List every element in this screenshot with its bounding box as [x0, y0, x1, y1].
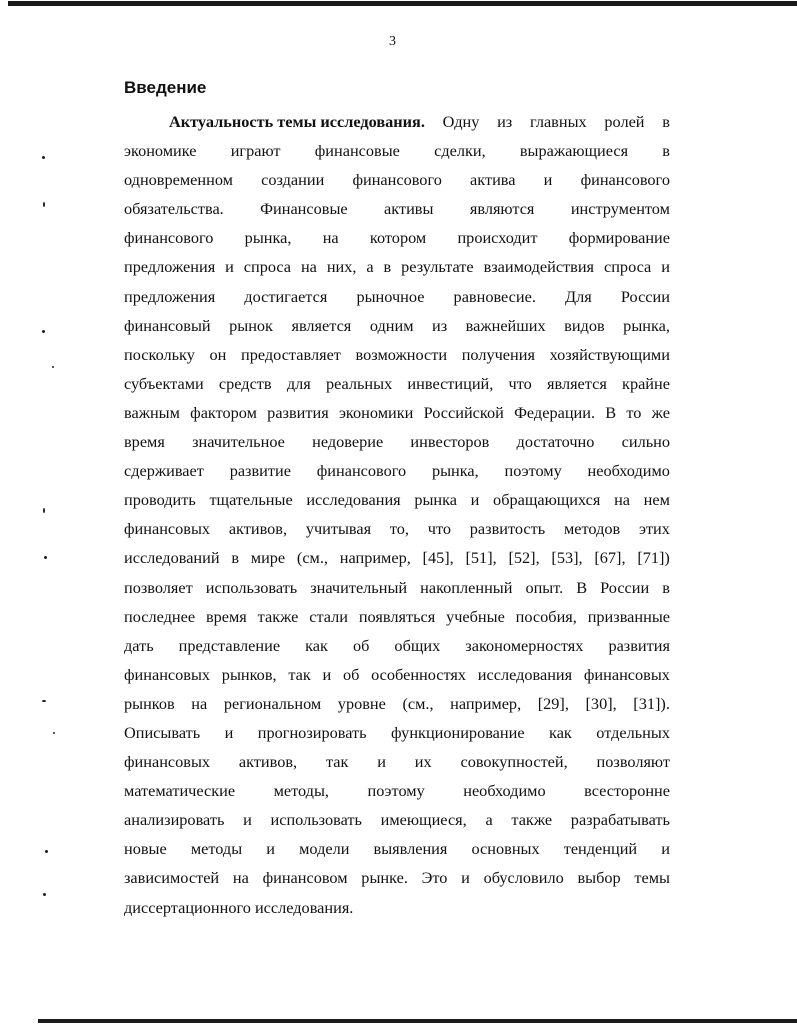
text-line [124, 718, 670, 747]
word: и [543, 170, 553, 190]
word: экономики [338, 402, 414, 422]
text-line [124, 573, 670, 602]
word: ролей [604, 112, 645, 131]
word: инвесторов [410, 432, 490, 452]
word: являются [469, 199, 535, 219]
word: развития [267, 402, 329, 422]
word: предложения [124, 257, 216, 277]
word: и [225, 257, 234, 277]
word: методов [563, 519, 621, 539]
text-line [124, 311, 670, 340]
word: реальных [325, 373, 393, 393]
word: накопленный [420, 577, 513, 597]
word: [67], [594, 548, 626, 568]
word: время [124, 432, 165, 452]
word: тенденций [563, 839, 638, 859]
word: субъектами [124, 373, 204, 393]
word: на [322, 228, 339, 248]
word: финансового [316, 461, 407, 481]
text-line [124, 340, 670, 369]
word: анализировать [124, 810, 225, 830]
word: и [461, 868, 470, 888]
word: инвестиций, [407, 373, 494, 393]
word: Описывать [124, 722, 201, 742]
text-line [124, 398, 670, 427]
text-line [124, 456, 670, 485]
word: фактором [190, 402, 257, 422]
word: модели [299, 839, 350, 859]
word: пособия, [515, 606, 577, 626]
scan-speck [52, 366, 54, 368]
word: особенностях [371, 664, 467, 684]
text-line [124, 223, 670, 252]
word: обращающихся [493, 490, 601, 510]
word: закономерностях [465, 635, 584, 655]
word: позволяют [596, 752, 670, 772]
word: (см., [296, 548, 328, 568]
word: на [300, 257, 317, 277]
word: разрабатывать [570, 810, 670, 830]
word: рынка [414, 490, 458, 510]
word: в [662, 577, 670, 597]
text-line [124, 863, 670, 892]
word: финансовый [124, 315, 211, 335]
word: основных [471, 839, 540, 859]
text-line [124, 893, 670, 922]
scan-speck [45, 850, 48, 853]
word: России [620, 286, 670, 306]
word: обязательства. [124, 199, 224, 219]
word: является [546, 373, 607, 393]
word: и [661, 839, 670, 859]
word: рынков, [221, 664, 277, 684]
word: темы [634, 868, 670, 888]
word: развитие [229, 461, 291, 481]
word: использовать [270, 810, 362, 830]
word: (см., [402, 693, 434, 713]
word: региональном [223, 693, 322, 713]
text-line [124, 747, 670, 776]
word: достигается [244, 286, 328, 306]
scan-speck [43, 202, 45, 207]
scan-speck [43, 508, 45, 513]
word: рыночное [356, 286, 425, 306]
word: создании [261, 170, 325, 190]
scan-speck [44, 556, 47, 559]
word: обусловило [483, 868, 564, 888]
word: значительный [310, 577, 408, 597]
word: финансовых [124, 664, 211, 684]
word: одновременном [124, 170, 233, 190]
word: использовать [205, 577, 298, 597]
word: недоверие [312, 432, 384, 452]
word: [30], [585, 693, 617, 713]
scan-speck [53, 732, 55, 734]
text-line [124, 689, 670, 718]
word: что [427, 519, 452, 539]
word: опыт. [525, 577, 564, 597]
section-heading: Введение [124, 78, 207, 97]
word: этих [638, 519, 670, 539]
word: например, [339, 548, 411, 568]
text-line [124, 136, 670, 165]
word: рынка, [431, 461, 479, 481]
word: в [383, 257, 392, 277]
word: рынка, [244, 228, 292, 248]
word: активов, [238, 752, 298, 772]
word: исследования. [254, 897, 354, 917]
word: рынок [229, 315, 273, 335]
word: финансового [124, 228, 214, 248]
word: финансового [352, 170, 442, 190]
word: и [470, 490, 480, 510]
word: спроса [243, 257, 292, 277]
word: развития [608, 635, 670, 655]
word: поэтому [367, 781, 425, 801]
word: одним [369, 315, 414, 335]
word: необходимо [463, 781, 546, 801]
word: появляться [358, 606, 436, 626]
word: активов, [228, 519, 288, 539]
text-line [124, 776, 670, 805]
word: равновесие. [453, 286, 536, 306]
word: последнее [124, 606, 196, 626]
scan-speck [42, 156, 45, 159]
word: в [231, 548, 240, 568]
word: время [205, 606, 247, 626]
word: в [662, 141, 670, 161]
word: и [243, 810, 252, 830]
word: представление [178, 635, 281, 655]
word: так [325, 752, 349, 772]
word: функционирование [391, 722, 525, 742]
text-line [124, 602, 670, 631]
scan-speck [42, 700, 46, 702]
word: [52], [508, 548, 540, 568]
word: дать [124, 635, 154, 655]
word: общих [394, 635, 441, 655]
word: финансовых [124, 519, 211, 539]
word: прогнозировать [257, 722, 367, 742]
word: то [626, 402, 642, 422]
body-paragraph [124, 107, 670, 922]
word: главных [529, 112, 587, 131]
text-line [124, 194, 670, 223]
word: формирование [568, 228, 670, 248]
word: для [286, 373, 311, 393]
text-line [124, 165, 670, 194]
word: Это [421, 868, 448, 888]
word: имеющиеся, [380, 810, 467, 830]
word: их [414, 752, 432, 772]
word: активы [384, 199, 434, 219]
word: выбор [577, 868, 621, 888]
word: а [366, 257, 374, 277]
word: исследований [124, 548, 220, 568]
word: Российской [423, 402, 504, 422]
text-line [124, 107, 670, 136]
word: рынка, [623, 315, 670, 335]
word: так [288, 664, 311, 684]
word: же [651, 402, 670, 422]
word: Федерации. [514, 402, 596, 422]
word: призванные [587, 606, 670, 626]
word: предоставляет [241, 344, 341, 364]
word: а [485, 810, 493, 830]
scan-speck [43, 893, 46, 896]
word: финансовые [314, 141, 400, 161]
word: сильно [621, 432, 670, 452]
word: и [224, 722, 234, 742]
word: например, [450, 693, 522, 713]
word: диссертационного [124, 897, 255, 917]
word: возможности [355, 344, 448, 364]
text-line [124, 543, 670, 572]
word: значительное [192, 432, 285, 452]
text-line [124, 369, 670, 398]
word: нем [643, 490, 670, 510]
word: и [377, 752, 386, 772]
word: позволяет [124, 577, 193, 597]
word: рынков [124, 693, 175, 713]
word: происходит [457, 228, 538, 248]
word: на [232, 868, 249, 888]
word: развитость [469, 519, 546, 539]
word: важнейших [465, 315, 546, 335]
word: [51], [465, 548, 497, 568]
word: крайне [622, 373, 670, 393]
word: стали [309, 606, 348, 626]
word: и [322, 664, 332, 684]
word: также [257, 606, 299, 626]
word: финансового [580, 170, 670, 190]
word: спроса [603, 257, 652, 277]
word: исследования [477, 664, 573, 684]
word: мире [250, 548, 286, 568]
word: котором [369, 228, 427, 248]
word: учебные [446, 606, 505, 626]
word: Финансовые [260, 199, 348, 219]
word: тщательные [209, 490, 293, 510]
word: экономике [124, 141, 197, 161]
word: и [266, 839, 275, 859]
word: рынке. [361, 868, 408, 888]
text-line [124, 805, 670, 834]
word: из [432, 315, 448, 335]
word: финансовом [262, 868, 348, 888]
word: то, [389, 519, 410, 539]
word: как [305, 635, 328, 655]
word: является [291, 315, 352, 335]
word: поэтому [504, 461, 562, 481]
word: в [662, 112, 670, 131]
word: и [661, 257, 670, 277]
word: на [614, 490, 631, 510]
word: необходимо [587, 461, 670, 481]
word: финансовых [583, 664, 670, 684]
word: средств [218, 373, 272, 393]
page-number: 3 [389, 34, 396, 49]
word: зависимостей [124, 868, 220, 888]
bottom-scan-border [38, 1019, 797, 1023]
word: уровне [337, 693, 386, 713]
word: на [191, 693, 208, 713]
word: актива [470, 170, 516, 190]
word: поскольку [124, 344, 195, 364]
word: взаимодействия [483, 257, 595, 277]
word: [53], [551, 548, 583, 568]
word: В [605, 402, 617, 422]
text-line [124, 660, 670, 689]
word: новые [124, 839, 167, 859]
lead-phrase: Актуальность темы исследования. [169, 112, 425, 131]
word: выявления [373, 839, 448, 859]
word: видов [564, 315, 605, 335]
word: финансовых [124, 752, 211, 772]
word: методы [190, 839, 243, 859]
word: из [497, 112, 513, 131]
word: Для [565, 286, 592, 306]
word: играют [230, 141, 281, 161]
word: как [549, 722, 572, 742]
word: всесторонне [584, 781, 670, 801]
text-line [124, 485, 670, 514]
word: В [576, 577, 588, 597]
word: хозяйствующими [549, 344, 670, 364]
word: [45], [422, 548, 454, 568]
word: [29], [537, 693, 569, 713]
word: сдерживает [124, 461, 204, 481]
word: что [508, 373, 532, 393]
word: России [600, 577, 650, 597]
word: также [511, 810, 553, 830]
word: математические [124, 781, 236, 801]
word: получения [461, 344, 535, 364]
text-line [124, 631, 670, 660]
top-scan-border [8, 1, 797, 6]
word: методы, [273, 781, 329, 801]
word: выражающиеся [519, 141, 629, 161]
word: отдельных [596, 722, 670, 742]
text-line [124, 834, 670, 863]
word: Одну [442, 112, 480, 131]
word: [31]). [633, 693, 670, 713]
word: них, [326, 257, 357, 277]
word: достаточно [516, 432, 595, 452]
word: важным [124, 402, 180, 422]
text-line [124, 252, 670, 281]
word: проводить [124, 490, 196, 510]
word: об [342, 664, 360, 684]
scan-speck [42, 330, 45, 333]
text-line [124, 514, 670, 543]
word: [71]) [637, 548, 670, 568]
word: инструментом [570, 199, 670, 219]
word: он [209, 344, 227, 364]
word: об [352, 635, 370, 655]
word: сделки, [434, 141, 486, 161]
text-line [124, 282, 670, 311]
word: учитывая [305, 519, 372, 539]
word: совокупностей, [460, 752, 568, 772]
word: результате [401, 257, 474, 277]
word: предложения [124, 286, 216, 306]
text-line [124, 427, 670, 456]
word: исследования [306, 490, 401, 510]
